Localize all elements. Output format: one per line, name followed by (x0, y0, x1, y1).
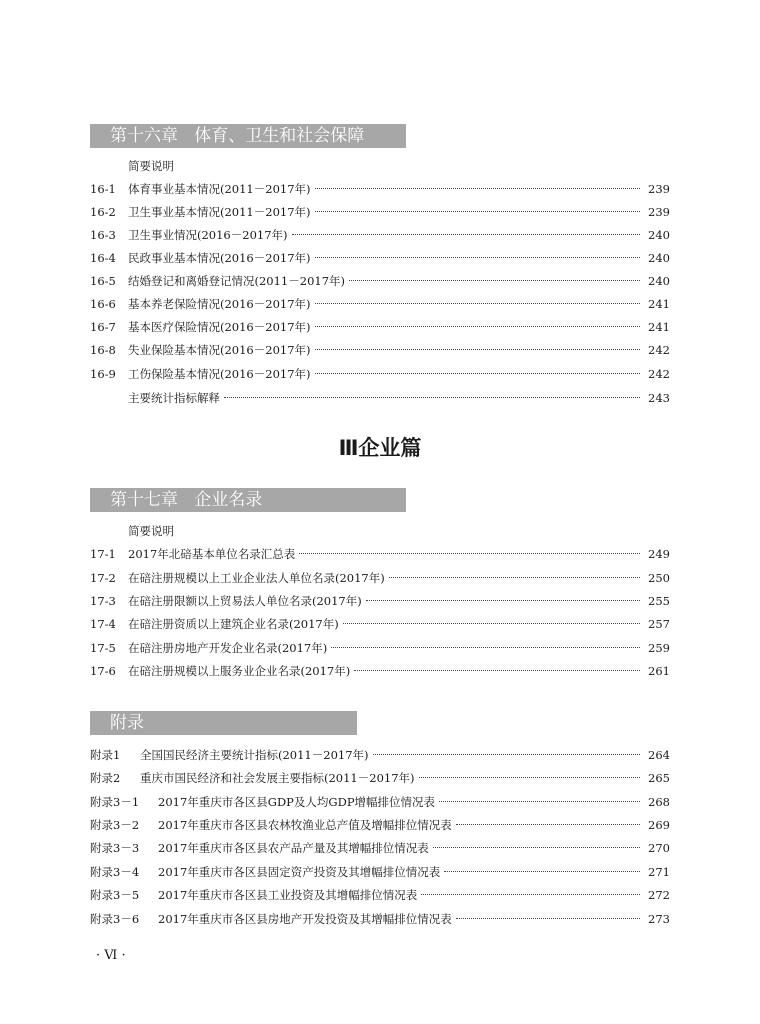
appendix-header: 附录 (90, 711, 357, 735)
toc-row-title: 主要统计指标解释 (128, 391, 220, 405)
toc-row[interactable] (90, 340, 670, 360)
toc-row-number: 附录3－2 (90, 818, 140, 832)
part-title: Ⅲ企业篇 (338, 436, 422, 460)
toc-row[interactable] (90, 202, 670, 222)
toc-row-number: 附录3－4 (90, 865, 140, 879)
toc-row[interactable] (90, 179, 670, 199)
toc-row-page: 239 (648, 205, 670, 219)
toc-row-title: 2017年重庆市各区县GDP及人均GDP增幅排位情况表 (158, 795, 436, 809)
leader-dots (315, 257, 640, 258)
leader-dots (421, 894, 640, 895)
leader-dots (315, 303, 640, 304)
toc-row-title: 体育事业基本情况(2011－2017年) (128, 182, 311, 196)
toc-row-title: 在碚注册规模以上工业企业法人单位名录(2017年) (128, 571, 385, 585)
leader-dots (456, 918, 640, 919)
toc-row-page: 239 (648, 182, 670, 196)
toc-row-title: 基本医疗保险情况(2016－2017年) (128, 320, 311, 334)
toc-row[interactable] (90, 364, 670, 384)
toc-row-number: 16-9 (90, 367, 116, 381)
toc-row-page: 268 (648, 795, 670, 809)
toc-row-title: 2017年重庆市各区县固定资产投资及其增幅排位情况表 (158, 865, 441, 879)
toc-row[interactable] (90, 614, 670, 634)
toc-row[interactable] (90, 862, 670, 882)
toc-row-title: 重庆市国民经济和社会发展主要指标(2011－2017年) (140, 771, 415, 785)
toc-row[interactable] (90, 909, 670, 929)
toc-row-title: 在碚注册限额以上贸易法人单位名录(2017年) (128, 594, 362, 608)
chapter-16-header: 第十六章 体育、卫生和社会保障 (90, 124, 406, 148)
toc-row[interactable] (90, 568, 670, 588)
toc-row[interactable] (90, 745, 670, 765)
toc-row-title: 卫生事业基本情况(2011－2017年) (128, 205, 311, 219)
toc-row-number: 17-6 (90, 664, 116, 678)
page-number: · Ⅵ · (96, 948, 126, 963)
leader-dots (389, 577, 640, 578)
toc-row-number: 17-3 (90, 594, 116, 608)
leader-dots (366, 600, 640, 601)
toc-row-page: 269 (648, 818, 670, 832)
leader-dots (439, 801, 640, 802)
leader-dots (354, 670, 640, 671)
toc-row-page: 265 (648, 771, 670, 785)
toc-row-title: 失业保险基本情况(2016－2017年) (128, 343, 311, 357)
toc-row-number: 附录3－6 (90, 912, 140, 926)
toc-row[interactable] (90, 768, 670, 788)
leader-dots (315, 349, 640, 350)
leader-dots (292, 234, 640, 235)
toc-row-page: 250 (648, 571, 670, 585)
leader-dots (373, 754, 640, 755)
leader-dots (315, 373, 640, 374)
toc-row-title: 2017年重庆市各区县农产品产量及其增幅排位情况表 (158, 841, 429, 855)
toc-row-page: 270 (648, 841, 670, 855)
toc-row[interactable] (90, 248, 670, 268)
leader-dots (456, 824, 640, 825)
leader-dots (315, 211, 640, 212)
toc-row-title: 在碚注册房地产开发企业名录(2017年) (128, 641, 328, 655)
toc-row-number: 16-2 (90, 205, 116, 219)
toc-row-title: 基本养老保险情况(2016－2017年) (128, 297, 311, 311)
toc-row[interactable] (90, 885, 670, 905)
leader-dots (315, 326, 640, 327)
toc-row-title: 工伤保险基本情况(2016－2017年) (128, 367, 311, 381)
toc-row-number: 17-2 (90, 571, 116, 585)
toc-row-page: 272 (648, 888, 670, 902)
toc-row-page: 255 (648, 594, 670, 608)
toc-row-title: 结婚登记和离婚登记情况(2011－2017年) (128, 274, 346, 288)
toc-row-page: 241 (648, 320, 670, 334)
leader-dots (444, 871, 640, 872)
leader-dots (299, 553, 640, 554)
leader-dots (224, 397, 640, 398)
toc-row-page: 257 (648, 617, 670, 631)
toc-row[interactable] (90, 838, 670, 858)
leader-dots (331, 647, 640, 648)
chapter-17-note: 简要说明 (128, 524, 174, 538)
toc-row-number: 16-5 (90, 274, 116, 288)
toc-row-page: 261 (648, 664, 670, 678)
leader-dots (343, 623, 640, 624)
toc-row-number: 附录1 (90, 748, 121, 762)
toc-row-number: 16-8 (90, 343, 116, 357)
chapter-17-header: 第十七章 企业名录 (90, 488, 406, 512)
toc-row-page: 240 (648, 228, 670, 242)
toc-row-number: 17-5 (90, 641, 116, 655)
toc-row-page: 241 (648, 297, 670, 311)
toc-row-title: 民政事业基本情况(2016－2017年) (128, 251, 311, 265)
toc-row[interactable] (90, 661, 670, 681)
toc-row[interactable] (90, 317, 670, 337)
toc-row-page: 271 (648, 865, 670, 879)
toc-row-number: 附录3－3 (90, 841, 140, 855)
toc-row[interactable] (90, 225, 670, 245)
toc-row-title: 2017年重庆市各区县工业投资及其增幅排位情况表 (158, 888, 418, 902)
toc-row-page: 259 (648, 641, 670, 655)
toc-row[interactable] (90, 271, 670, 291)
toc-row-number: 16-1 (90, 182, 116, 196)
toc-row-number: 附录2 (90, 771, 121, 785)
toc-row[interactable] (90, 544, 670, 564)
toc-row-number: 附录3－5 (90, 888, 140, 902)
toc-row-title: 2017年重庆市各区县农林牧渔业总产值及增幅排位情况表 (158, 818, 452, 832)
leader-dots (433, 847, 640, 848)
toc-row-title: 在碚注册规模以上服务业企业名录(2017年) (128, 664, 351, 678)
toc-row-title: 卫生事业情况(2016－2017年) (128, 228, 288, 242)
toc-row-page: 273 (648, 912, 670, 926)
toc-row[interactable] (90, 815, 670, 835)
toc-row[interactable] (90, 294, 670, 314)
toc-row[interactable] (90, 638, 670, 658)
toc-row[interactable] (90, 792, 670, 812)
toc-row-number: 16-7 (90, 320, 116, 334)
toc-row-page: 240 (648, 274, 670, 288)
leader-dots (349, 280, 640, 281)
toc-row-page: 242 (648, 367, 670, 381)
toc-row-glossary[interactable] (90, 388, 670, 408)
toc-row-page: 249 (648, 547, 670, 561)
toc-row-number: 16-6 (90, 297, 116, 311)
toc-row-number: 17-4 (90, 617, 116, 631)
toc-row-title: 全国国民经济主要统计指标(2011－2017年) (140, 748, 369, 762)
toc-row-title: 2017年重庆市各区县房地产开发投资及其增幅排位情况表 (158, 912, 452, 926)
toc-row-number: 附录3－1 (90, 795, 140, 809)
toc-row-page: 264 (648, 748, 670, 762)
toc-row[interactable] (90, 591, 670, 611)
toc-row-number: 16-4 (90, 251, 116, 265)
toc-row-title: 在碚注册资质以上建筑企业名录(2017年) (128, 617, 339, 631)
chapter-16-note: 简要说明 (128, 159, 174, 173)
toc-row-title: 2017年北碚基本单位名录汇总表 (128, 547, 296, 561)
toc-row-number: 17-1 (90, 547, 116, 561)
leader-dots (419, 777, 640, 778)
toc-row-page: 243 (648, 391, 670, 405)
toc-row-page: 242 (648, 343, 670, 357)
leader-dots (315, 188, 640, 189)
toc-row-page: 240 (648, 251, 670, 265)
toc-row-number: 16-3 (90, 228, 116, 242)
